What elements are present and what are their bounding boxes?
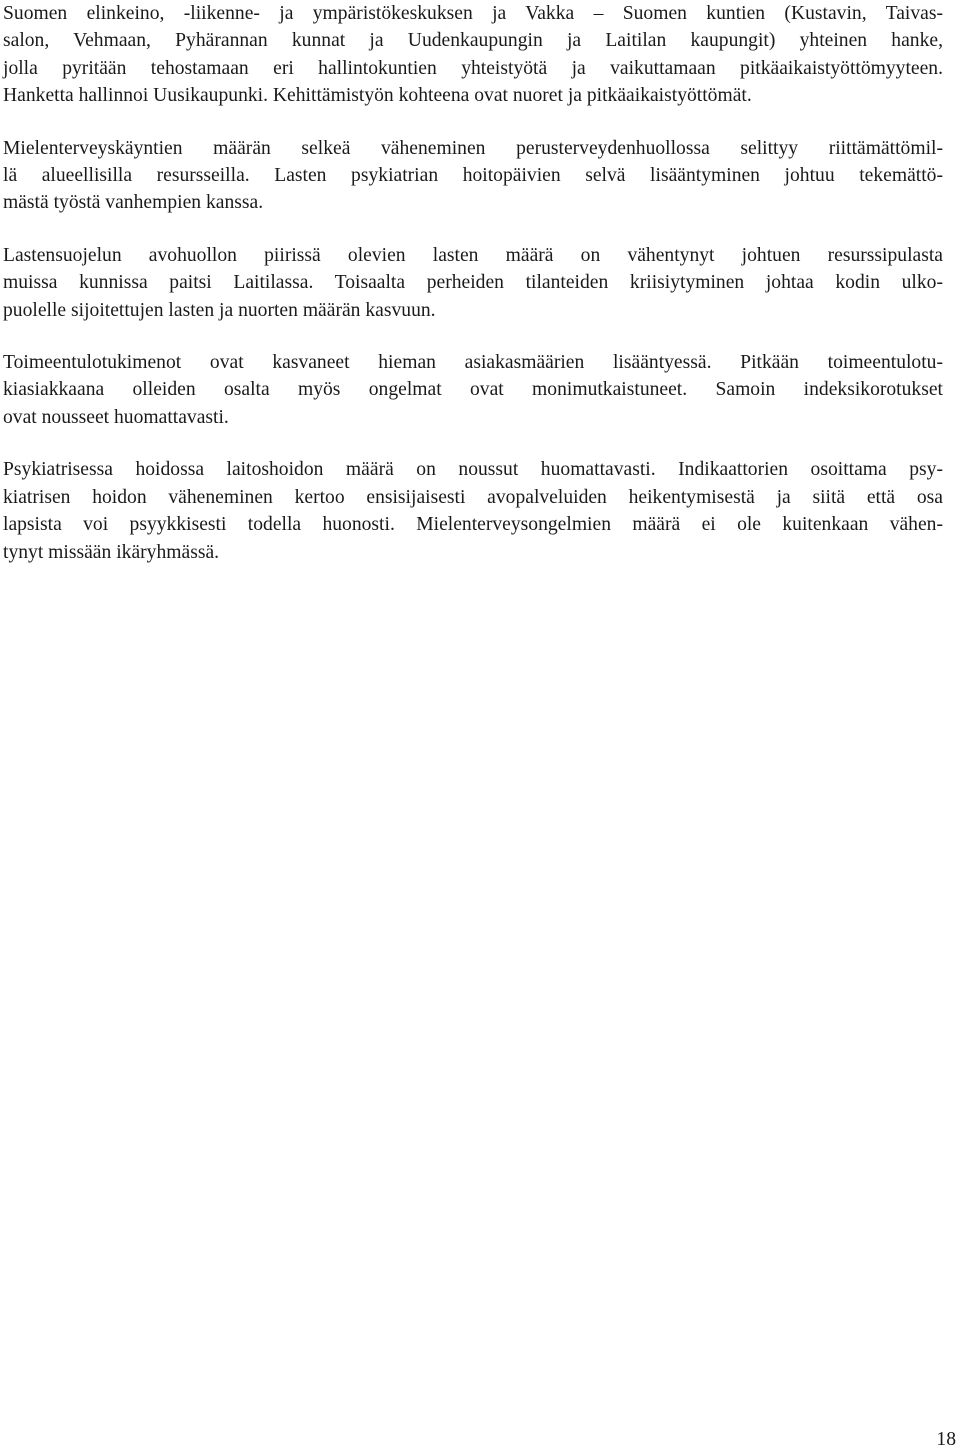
text-line: jolla pyritään tehostamaan eri hallintokuntien yhteistyötä ja vaikuttamaan pitkäaikaistyöttömyyteen. xyxy=(3,57,943,79)
text-line: ovat nousseet huomattavasti. xyxy=(3,406,229,428)
text-line: Psykiatrisessa hoidossa laitoshoidon määrä on noussut huomattavasti. Indikaattorien osoittama psy- xyxy=(3,459,943,481)
paragraph-project-description xyxy=(3,0,943,110)
text-line: Lastensuojelun avohuollon piirissä olevien lasten määrä on vähentynyt johtuen resurssipulasta xyxy=(3,244,943,266)
paragraph-child-welfare xyxy=(3,242,943,324)
text-line: Suomen elinkeino, -liikenne- ja ympäristökeskuksen ja Vakka – Suomen kuntien (Kustavin, Taivas- xyxy=(3,3,943,24)
paragraph-income-support xyxy=(3,349,943,431)
text-line: Toimeentulotukimenot ovat kasvaneet hieman asiakasmäärien lisääntyessä. Pitkään toimeentulotu- xyxy=(3,352,943,374)
text-line: salon, Vehmaan, Pyhärannan kunnat ja Uudenkaupungin ja Laitilan kaupungit) yhteinen hanke, xyxy=(3,30,943,52)
body-text xyxy=(3,0,943,591)
text-line: Hanketta hallinnoi Uusikaupunki. Kehittämistyön kohteena ovat nuoret ja pitkäaikaistyöttömät. xyxy=(3,85,752,107)
text-line: lapsista voi psyykkisesti todella huonosti. Mielenterveysongelmien määrä ei ole kuitenkaan vähen- xyxy=(3,514,943,536)
page-number: 18 xyxy=(936,1429,956,1450)
text-line: Mielenterveyskäyntien määrän selkeä väheneminen perusterveydenhuollossa selittyy riittämättömil- xyxy=(3,137,943,159)
text-line: muissa kunnissa paitsi Laitilassa. Toisaalta perheiden tilanteiden kriisiytyminen johtaa kodin ulko- xyxy=(3,272,943,294)
text-line: mästä työstä vanhempien kanssa. xyxy=(3,192,264,214)
text-line: puolelle sijoitettujen lasten ja nuorten määrän kasvuun. xyxy=(3,299,436,321)
paragraph-psychiatric-care xyxy=(3,456,943,566)
text-line: lä alueellisilla resursseilla. Lasten psykiatrian hoitopäivien selvä lisääntyminen johtuu tekemättö- xyxy=(3,165,943,187)
text-line: kiasiakkaana olleiden osalta myös ongelmat ovat monimutkaistuneet. Samoin indeksikorotukset xyxy=(3,379,943,401)
text-line: tynyt missään ikäryhmässä. xyxy=(3,541,220,563)
paragraph-mental-health-visits xyxy=(3,135,943,217)
text-line: kiatrisen hoidon väheneminen kertoo ensisijaisesti avopalveluiden heikentymisestä ja siitä että osa xyxy=(3,486,943,508)
